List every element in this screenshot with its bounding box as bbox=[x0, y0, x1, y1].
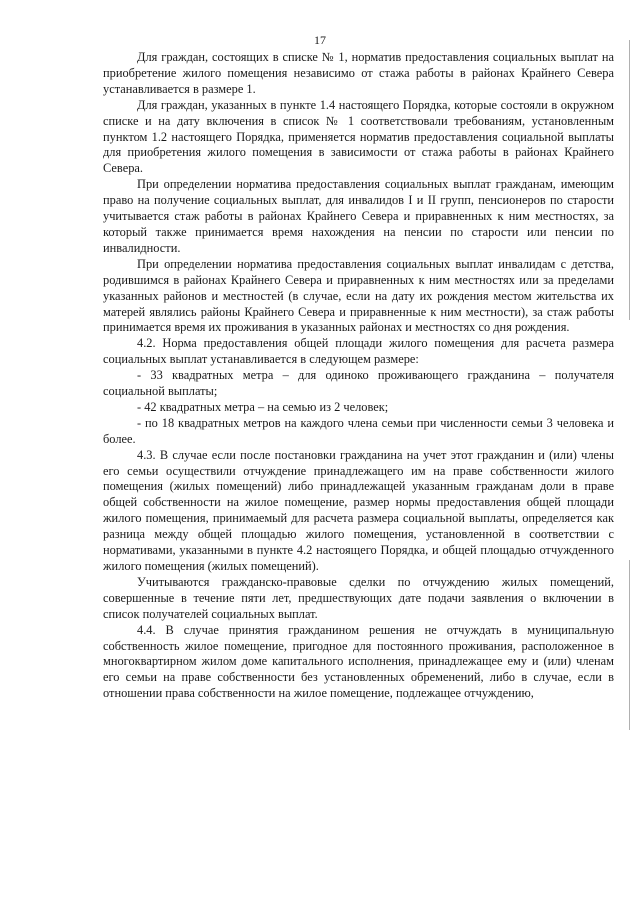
scan-edge-line bbox=[629, 40, 630, 320]
paragraph-disabled-from-childhood: При определении норматива предоставления социальных выплат инвалидам с детства, родившимся в районах Крайнего Севера и приравненных к ним местностях или за пределами указанных районов и местностей (в случае, если на дату их рождения местом жительства их матерей являлись районы Крайнего Севера и приравненные к ним местности), за стаж работы принимается время их проживания в указанных районах и местностях со дня рождения. bbox=[103, 256, 614, 335]
paragraph-4-3-alienation: 4.3. В случае если после постановки гражданина на учет этот гражданин и (или) члены его семьи осуществили отчуждение принадлежащего им на праве собственности жилого помещения (жилых помещений) либо принадлежащей указанным гражданам доли в праве общей собственности на жилое помещение, размер нормы предоставления общей площади жилого помещения, принимаемый для расчета размера социальной выплаты, определяется как разница между общей площадью жилого помещения, установленной в соответствии с нормативами, указанными в пункте 4.2 настоящего Порядка, и общей площадью отчужденного жилого помещения (жилых помещений). bbox=[103, 447, 614, 573]
list-item-42-sqm: - 42 квадратных метра – на семью из 2 человек; bbox=[137, 399, 389, 414]
list-item-33-sqm: - 33 квадратных метра – для одиноко проживающего гражданина – получателя социальной выплаты; bbox=[103, 368, 614, 399]
list-item-18-sqm: - по 18 квадратных метров на каждого члена семьи при численности семьи 3 человека и более. bbox=[103, 415, 614, 446]
paragraph-4-4-decision: 4.4. В случае принятия гражданином решения не отчуждать в муниципальную собственность жилое помещение, пригодное для постоянного проживания, расположенное в многоквартирном жилом доме капитального исполнения, принадлежащее ему и (или) членам его семьи на праве собственности без установленных обременений, либо в случае, если в отношении права собственности на жилое помещение, подлежащее отчуждению, bbox=[103, 622, 614, 701]
paragraph-4-2-area-norm: 4.2. Норма предоставления общей площади жилого помещения для расчета размера социальных выплат устанавливается в следующем размере: bbox=[103, 336, 614, 367]
paragraph-clause-1-4-citizens: Для граждан, указанных в пункте 1.4 настоящего Порядка, которые состояли в окружном списке и на дату включения в список № 1 соответствовали требованиям, установленным пунктом 1.2 настоящего Порядка, применяется норматив предоставления социальной выплаты для приобретения жилого помещения в зависимости от стажа работы в районах Крайнего Севера. bbox=[103, 97, 614, 176]
paragraph-five-year-transactions: Учитываются гражданско-правовые сделки по отчуждению жилых помещений, совершенные в течение пяти лет, предшествующих дате подачи заявления о включении в список получателей социальных выплат. bbox=[103, 574, 614, 621]
document-body bbox=[103, 50, 614, 702]
paragraph-disabled-pensioners: При определении норматива предоставления социальных выплат гражданам, имеющим право на получение социальных выплат, для инвалидов I и II групп, пенсионеров по старости учитывается стаж работы в районах Крайнего Севера и приравненных к ним местностях, за который также принимается время нахождения на пенсии по старости или пенсии по инвалидности. bbox=[103, 177, 614, 255]
page-number: 17 bbox=[314, 33, 326, 47]
scan-edge-line bbox=[629, 560, 630, 730]
paragraph-list1-norm: Для граждан, состоящих в списке № 1, норматив предоставления социальных выплат на приобретение жилого помещения независимо от стажа работы в районах Крайнего Севера устанавливается в размере 1. bbox=[103, 50, 614, 96]
